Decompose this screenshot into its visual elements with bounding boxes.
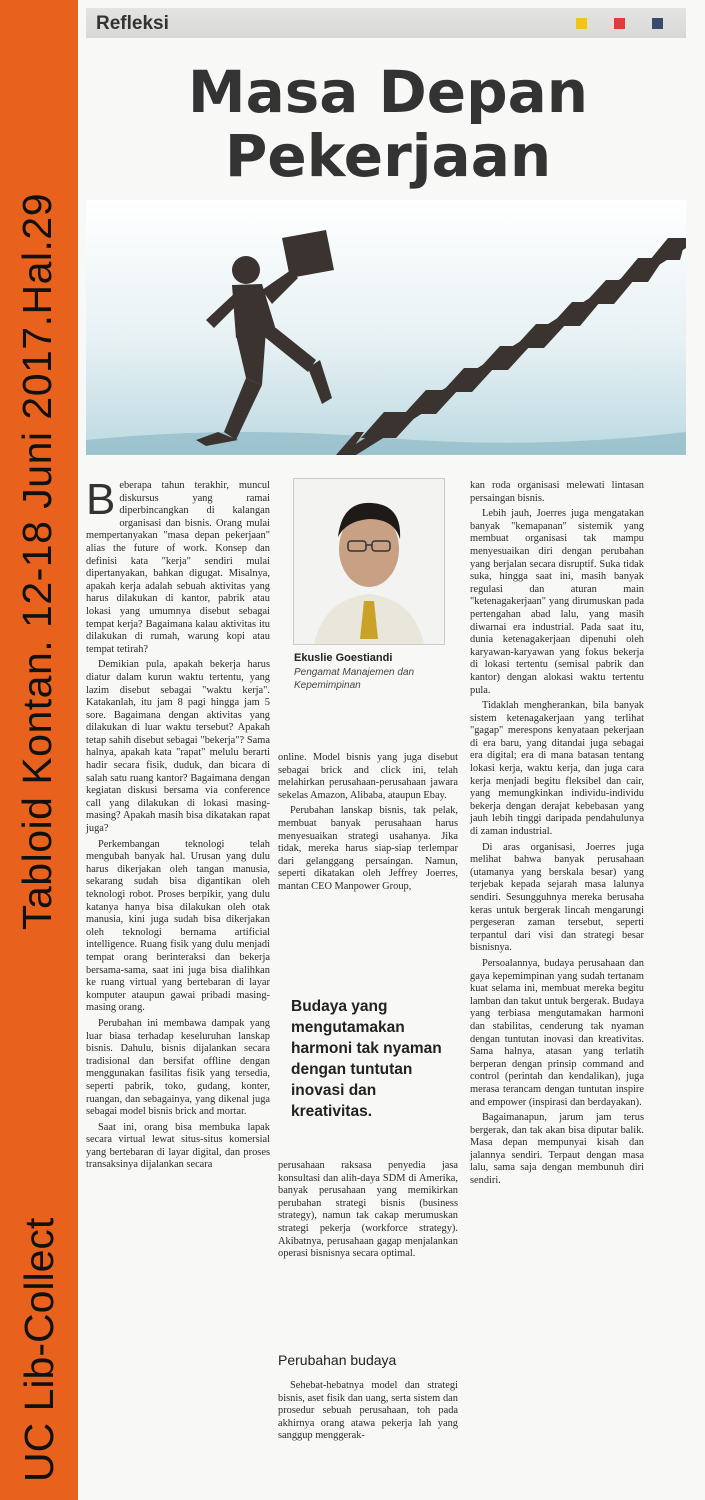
newspaper-page (78, 0, 705, 1500)
paragraph: Bagaimanapun, jarum jam terus bergerak, dan tak akan bisa diputar balik. Masa depan mempunyai kisah dan jalannya sendiri. Terpaut dengan masa lalu, sama saja dengan membunuh diri sendiri. (470, 1112, 644, 1187)
article-column-2-top (278, 752, 458, 897)
paragraph: Sehebat-hebatnya model dan strategi bisnis, aset fisik dan uang, serta sistem dan prosedur sebuah perusahaan, toh pada akhirnya orang atawa pekerja lah yang sanggup menggerak- (278, 1380, 458, 1442)
section-rubric: Refleksi (96, 13, 169, 34)
paragraph: Persoalannya, budaya perusahaan dan gaya kepemimpinan yang sudah tertanam kuat selama ini, membuat mereka begitu lamban dan takut untuk bergerak. Budaya yang terbiasa mengutamakan harmoni dan stabilitas, cenderung tak nyaman dengan tuntutan inovasi dan kreativitas. Sama halnya, atasan yang terlatih berperan dengan prinsip command and control (perintah dan kendalikan), juga merasa terancam dengan tuntutan inspire and empower (inspirasi dan berdayakan). (470, 957, 644, 1108)
article-column-3 (470, 480, 644, 1191)
paragraph: Di aras organisasi, Joerres juga melihat bahwa banyak perusahaan (utamanya yang berskala besar) yang terjebak kepada sejarah masa lalunya sendiri. Sesungguhnya mereka berusaha keras untuk bergerak lincah mengarungi pergeseran zaman tersebut, seperti terpantul dari visi dan strategi besar bisnisnya. (470, 841, 644, 954)
paragraph: Perubahan lanskap bisnis, tak pelak, membuat banyak perusahaan harus menyesuaikan strategi usahanya. Jika tidak, mereka harus siap-siap terlempar dari gelanggang persaingan. Namun, seperti dikatakan oleh Jeffrey Joerres, mantan CEO Manpower Group, (278, 805, 458, 892)
paragraph: perusahaan raksasa penyedia jasa konsultasi dan alih-daya SDM di Amerika, banyak perusahaan yang memikirkan perubahan strategi bisnis (business strategy), namun tak cakap merumuskan strategi pekerja (workforce strategy). Akibatnya, perusahaan gagap menjalankan operasi bisnisnya secara optimal. (278, 1160, 458, 1260)
article-headline (138, 60, 638, 188)
author-name: Ekuslie Goestiandi (294, 652, 393, 664)
paragraph: Perkembangan teknologi telah mengubah banyak hal. Urusan yang dulu harus dikerjakan oleh tangan manusia, sekarang sudah bisa digantikan oleh teknologi robot. Proses berpikir, yang dulu katanya hanya bisa dilakukan oleh otak manusia, kini juga sudah bisa dikerjakan oleh teknologi bernama artificial intelligence. Ruang fisik yang dulu menjadi tempat orang berinteraksi dan bekerja bersama-sama, saat ini juga bisa dialihkan ke ruang virtual yang bertebaran di layar komputer ataupun gawai pribadi masing-masing orang. (86, 838, 270, 1014)
paragraph: Beberapa tahun terakhir, muncul diskursus yang ramai diperbincangkan di kalangan organisasi dan bisnis. Orang mulai mempertanyakan "masa depan pekerjaan" alias the future of work. Konsep dan definisi kata "kerja" sendiri mulai dipertanyakan, bahkan digugat. Misalnya, apakah kerja adalah sebuah aktivitas yang harus dilakukan di kantor, pabrik atau lokasi yang umumnya disebut sebagai tempat kerja? Bagaimana kalau aktivitas itu dilakukan di rumah, warung kopi atau tempat tetirah? (86, 475, 270, 655)
paragraph: Tidaklah mengherankan, bila banyak sistem ketenagakerjaan yang terlihat "gagap" merespons kenyataan pekerjaan di era baru, yang ditandai juga sebagai era digital; era di mana batasan tentang lokasi kerja, waktu kerja, dan juga cara kerja menjadi begitu fleksibel dan cair, yang memungkinkan individu-individu bekerja dengan derajat kebebasan yang jauh lebih tinggi daripada pendahulunya di zaman industrial. (470, 700, 644, 838)
headline-line-2: Pekerjaan (224, 122, 552, 190)
collection-label: UC Lib-Collect (16, 1217, 62, 1482)
navy-square-icon (652, 18, 663, 29)
red-square-icon (614, 18, 625, 29)
article-column-1 (86, 475, 270, 1175)
pull-quote: Budaya yang mengutamakan harmoni tak nyaman dengan tuntutan inovasi dan kreativitas. (291, 998, 442, 1120)
headline-line-1: Masa Depan (187, 58, 589, 126)
paragraph: Perubahan ini membawa dampak yang luar biasa terhadap keseluruhan lanskap bisnis. Dahulu, bisnis dijalankan secara tradisional dan bersifat offline dengan menggunakan fasilitas fisik yang tersedia, seperti pabrik, toko, gudang, konter, ruangan, dan sebagainya, yang dikenal juga sebagai model bisnis brick and mortar. (86, 1017, 270, 1118)
paragraph: online. Model bisnis yang juga disebut sebagai brick and click ini, telah melahirkan perusahaan-perusahaan jawara sekelas Amazon, Alibaba, ataupun Ebay. (278, 752, 458, 801)
yellow-square-icon (576, 18, 587, 29)
author-portrait (294, 479, 444, 644)
archive-sidebar (0, 0, 78, 1500)
subheading: Perubahan budaya (278, 1352, 397, 1368)
dropcap-letter: B (86, 475, 116, 524)
paragraph: Lebih jauh, Joerres juga mengatakan banyak "kemapanan" sistemik yang membuat organisasi tak mampu menyesuaikan diri dengan perubahan yang berjalan secara disruptif. Suka tidak suka, hingga saat ini, masih banyak regulasi dan aturan main "ketenagakerjaan" yang dirumuskan pada pertengahan abad lalu, yang masih diwarnai era industrial. Pada saat itu, dunia ketenagakerjaan dipenuhi oleh karyawan-karyawan yang fokus bekerja di lokasi tertentu (semisal pabrik dan kantor) dengan alokasi waktu tertentu pula. (470, 508, 644, 696)
staircase-illustration (86, 200, 686, 455)
paragraph: Demikian pula, apakah bekerja harus diatur dalam kurun waktu tertentu, yang lazim disebut sebagai "waktu kerja". Katakanlah, itu jam 8 pagi hingga jam 5 sore. Bagaimana dengan aktivitas yang dilakukan di luar waktu tersebut? Apakah tetap sahih disebut sebagai "bekerja"? Sama halnya, apakah kata "rapat" melulu berarti hadir secara fisik, duduk, dan bicara di salah satu ruang kantor? Bagaimana dengan kegiatan diskusi bersama via conference call yang dilakukan di lokasi masing-masing? Apakah masih bisa dikatakan rapat juga? (86, 659, 270, 835)
article-column-2-bottom (278, 1160, 458, 1264)
source-label: Tabloid Kontan. 12-18 Juni 2017.Hal.29 (14, 192, 60, 930)
author-role: Pengamat Manajemen dan Kepemimpinan (294, 667, 415, 691)
paragraph: kan roda organisasi melewati lintasan persaingan bisnis. (470, 480, 644, 504)
section-header-bar (86, 8, 686, 38)
author-photo (293, 478, 445, 645)
paragraph: Saat ini, orang bisa membuka lapak secara virtual lewat situs-situs komersial yang bertebaran di layar digital, dan proses transaksinya dijalankan secara (86, 1121, 270, 1171)
article-column-2-end (278, 1380, 458, 1446)
